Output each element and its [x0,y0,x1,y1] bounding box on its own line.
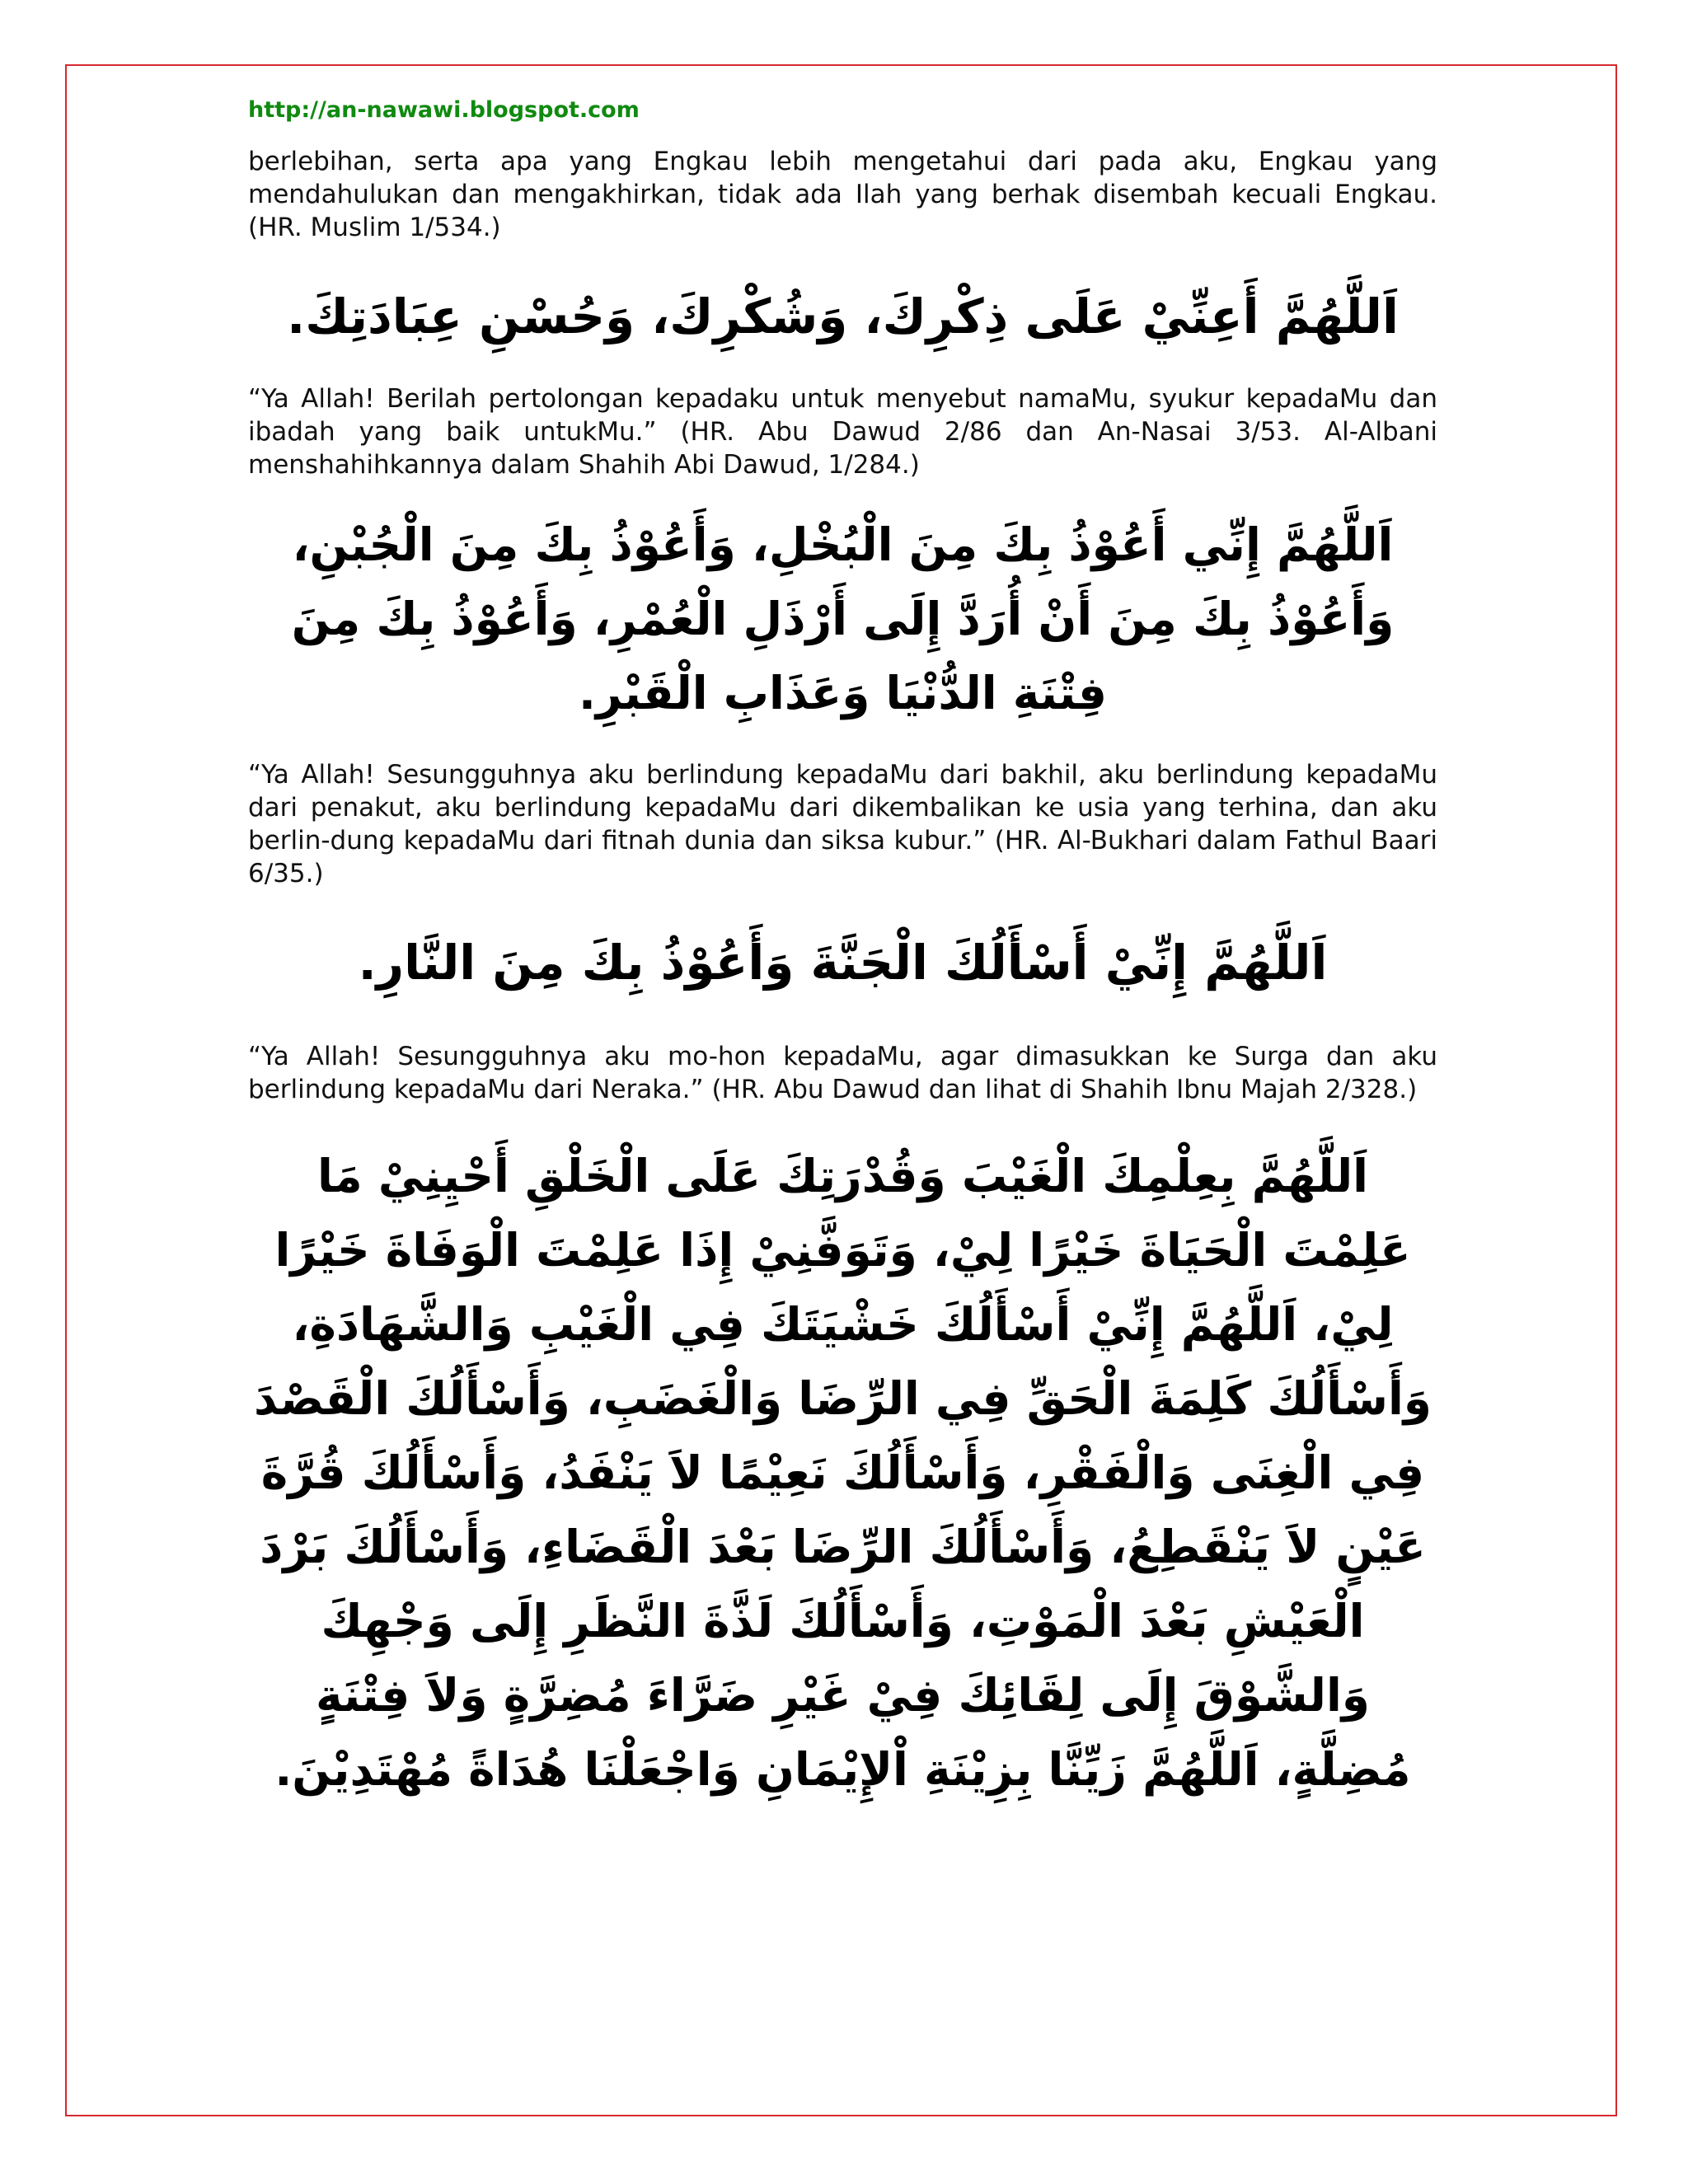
arabic-prayer-4: اَللَّهُمَّ بِعِلْمِكَ الْغَيْبَ وَقُدْرَتِكَ عَلَى الْخَلْقِ أَحْيِنِيْ مَا عَلِمْتَ الْحَيَاةَ خَيْرًا لِيْ، وَتَوَفَّنِيْ إِذَا عَلِمْتَ الْوَفَاةَ خَيْرًا لِيْ، اَللَّهُمَّ إِنِّيْ أَسْأَلُكَ خَشْيَتَكَ فِي الْغَيْبِ وَالشَّهَادَةِ، وَأَسْأَلُكَ كَلِمَةَ الْحَقِّ فِي الرِّضَا وَالْغَضَبِ، وَأَسْأَلُكَ الْقَصْدَ فِي الْغِنَى وَالْفَقْرِ، وَأَسْأَلُكَ نَعِيْمًا لاَ يَنْفَدُ، وَأَسْأَلُكَ قُرَّةَ عَيْنٍ لاَ يَنْقَطِعُ، وَأَسْأَلُكَ الرِّضَا بَعْدَ الْقَضَاءِ، وَأَسْأَلُكَ بَرْدَ الْعَيْشِ بَعْدَ الْمَوْتِ، وَأَسْأَلُكَ لَذَّةَ النَّظَرِ إِلَى وَجْهِكَ وَالشَّوْقَ إِلَى لِقَائِكَ فِيْ غَيْرِ ضَرَّاءَ مُضِرَّةٍ وَلاَ فِتْنَةٍ مُضِلَّةٍ، اَللَّهُمَّ زَيِّنَّا بِزِيْنَةِ اْلإِيْمَانِ وَاجْعَلْنَا هُدَاةً مُهْتَدِيْنَ. [254,1150,1432,1796]
arabic-prayer-3: اَللَّهُمَّ إِنِّيْ أَسْأَلُكَ الْجَنَّةَ وَأَعُوْذُ بِكَ مِنَ النَّارِ. [358,935,1328,991]
blog-url-link[interactable]: http://an-nawawi.blogspot.com [248,97,640,123]
translation-paragraph-4: “Ya Allah! Sesungguhnya aku mo-hon kepadaMu, agar dimasukkan ke Surga dan aku berlindung kepadaMu dari Neraka.” (HR. Abu Dawud dan lihat di Shahih Ibnu Majah 2/328.) [248,1042,1437,1104]
translation-paragraph-1: berlebihan, serta apa yang Engkau lebih mengetahui dari pada aku, Engkau yang mendahulukan dan mengakhirkan, tidak ada Ilah yang berhak disembah kecuali Engkau. (HR. Muslim 1/534.) [248,147,1437,242]
arabic-prayer-2: اَللَّهُمَّ إِنِّي أَعُوْذُ بِكَ مِنَ الْبُخْلِ، وَأَعُوْذُ بِكَ مِنَ الْجُبْنِ، وَأَعُوْذُ بِكَ مِنَ أَنْ أُرَدَّ إِلَى أَرْذَلِ الْعُمْرِ، وَأَعُوْذُ بِكَ مِنَ فِتْنَةِ الدُّنْيَا وَعَذَابِ الْقَبْرِ. [291,518,1395,719]
translation-paragraph-2: “Ya Allah! Berilah pertolongan kepadaku untuk menyebut namaMu, syukur kepadaMu dan ibadah yang baik untukMu.” (HR. Abu Dawud 2/86 dan An-Nasai 3/53. Al-Albani menshahihkannya dalam Shahih Abi Dawud, 1/284.) [248,384,1437,480]
arabic-prayer-1: اَللَّهُمَّ أَعِنِّيْ عَلَى ذِكْرِكَ، وَشُكْرِكَ، وَحُسْنِ عِبَادَتِكَ. [287,288,1399,344]
translation-paragraph-3: “Ya Allah! Sesungguhnya aku berlindung kepadaMu dari bakhil, aku berlindung kepadaMu dari penakut, aku berlindung kepadaMu dari dikembalikan ke usia yang terhina, dan aku berlin-dung kepadaMu dari fitnah dunia dan siksa kubur.” (HR. Al-Bukhari dalam Fathul Baari 6/35.) [248,760,1437,888]
page-content [248,92,1437,1807]
